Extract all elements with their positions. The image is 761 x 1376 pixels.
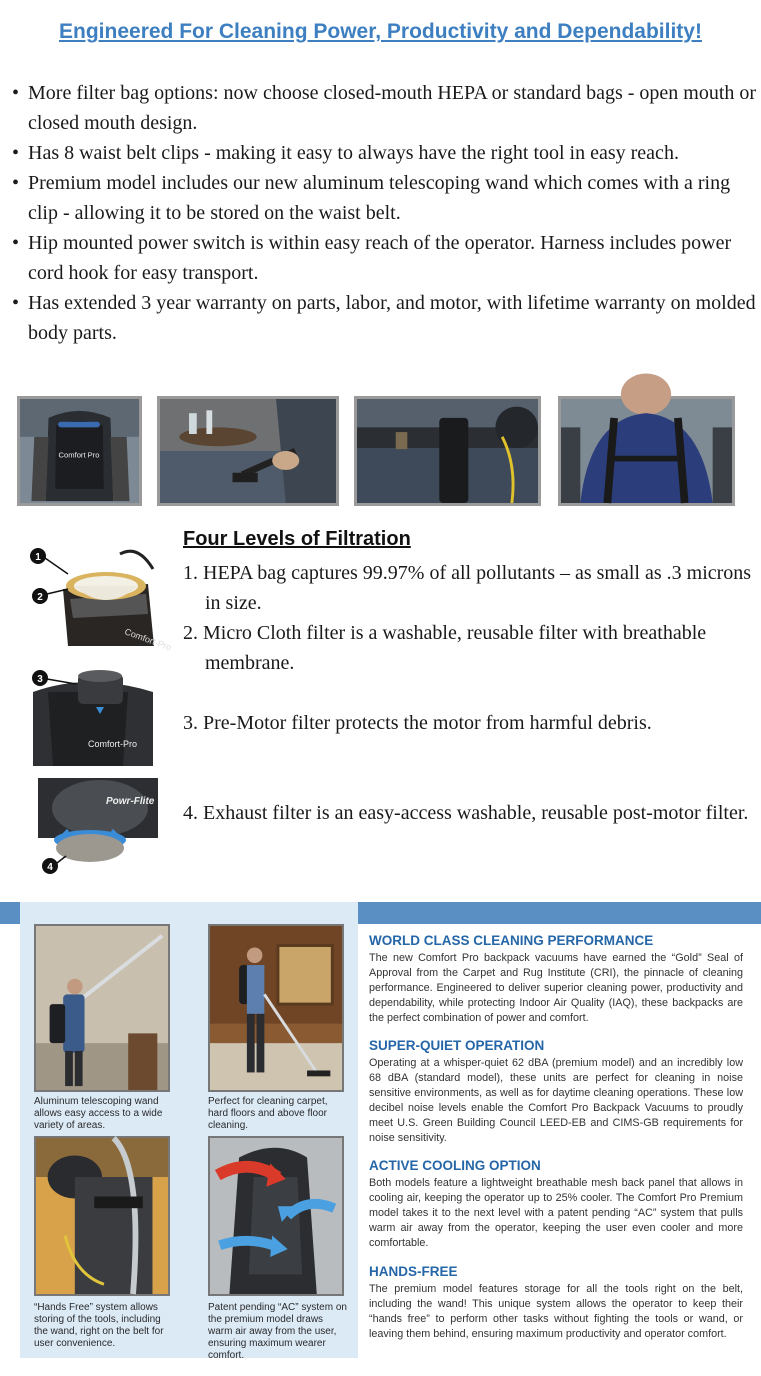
badge-number: 1: [35, 552, 41, 563]
bullet-symbol: •: [12, 172, 20, 194]
photo-waist-belt: [354, 396, 541, 506]
canister-brand-label: Comfort-Pro: [88, 739, 138, 749]
caption-cleaning-carpet: Perfect for cleaning carpet, hard floors and above floor cleaning.: [208, 1096, 328, 1131]
feature-bullet-text: Has extended 3 year warranty on parts, labor, and motor, with lifetime warranty on molded body parts.: [28, 292, 756, 344]
photo-cleaning-carpet: [208, 924, 344, 1092]
badge-number: 3: [37, 674, 43, 685]
filtration-item-micro-cloth: 2. Micro Cloth filter is a washable, reusable filter with breathable membrane.: [183, 622, 707, 674]
photo-ac-system: [208, 1136, 344, 1296]
section-body: Operating at a whisper-quiet 62 dBA (premium model) and an incredibly low 68 dBA (standard model), these units are perfect for cleaning in noise sensitive environments, as well as for daytime cleaning operations. These low decibel noise levels enable the Comfort Pro Backpack Vacuums to proudly meet U.S. Green Building Council LEED-EB and CIMS-GB requirements for noise sensitivity.: [369, 1057, 743, 1144]
section-body: The new Comfort Pro backpack vacuums have earned the “Gold” Seal of Approval from the Carpet and Rug Institute (CRI), the pinnacle of cleaning performance. Engineered to deliver superior cleaning power, productivity and dependability, while protecting Indoor Air Quality (IAQ), these backpacks are the perfect combination of power and comfort.: [369, 952, 743, 1024]
section-body: The premium model features storage for all the tools right on the belt, including the wand! This unique system allows the operator to keep their “hands free” to perform other tasks without fighting the tools or wand, or leaving them behind, ensuring maximum productivity and operator comfort.: [369, 1283, 743, 1340]
backpack-brand-label: Comfort Pro: [58, 450, 100, 460]
feature-bullet-text: More filter bag options: now choose closed-mouth HEPA or standard bags - open mouth or closed mouth design.: [28, 82, 757, 134]
feature-bullet-text: Has 8 waist belt clips - making it easy to always have the right tool in easy reach.: [28, 142, 679, 164]
photo-hands-free-belt: [34, 1136, 170, 1296]
filtration-item-hepa: 1. HEPA bag captures 99.97% of all pollutants – as small as .3 microns in size.: [183, 562, 752, 614]
feature-bullet: [12, 168, 757, 228]
filtration-item-pre-motor: 3. Pre-Motor filter protects the motor from harmful debris.: [183, 712, 652, 734]
badge-number: 4: [47, 862, 53, 873]
filtration-item-exhaust: 4. Exhaust filter is an easy-access washable, reusable post-motor filter.: [183, 802, 749, 824]
filter-image-bag: [28, 544, 173, 653]
section-cleaning-performance: [369, 933, 743, 1026]
photo-harness-front: [558, 396, 735, 506]
section-super-quiet: [369, 1038, 743, 1146]
feature-bullet-list: [12, 78, 757, 348]
section-heading: WORLD CLASS CLEANING PERFORMANCE: [369, 933, 654, 948]
photo-telescoping-wand: [34, 924, 170, 1092]
section-heading: HANDS-FREE: [369, 1264, 458, 1279]
filtration-title: Four Levels of Filtration: [183, 528, 411, 550]
photo-caption-panel: [20, 902, 358, 1361]
section-heading: ACTIVE COOLING OPTION: [369, 1158, 541, 1173]
feature-bullet: [12, 78, 757, 138]
accent-band-right: [358, 902, 761, 924]
feature-bullet-text: Premium model includes our new aluminum telescoping wand which comes with a ring clip - allowing it to be stored on the waist belt.: [28, 172, 731, 224]
filtration-section: [0, 520, 761, 880]
accent-band-left: [0, 902, 20, 924]
feature-bullet: [12, 228, 757, 288]
filter-image-exhaust: [28, 778, 158, 874]
section-heading: SUPER-QUIET OPERATION: [369, 1038, 545, 1053]
bullet-symbol: •: [12, 232, 20, 254]
caption-hands-free: “Hands Free” system allows storing of the tools, including the wand, right on the belt for user convenience.: [34, 1302, 164, 1349]
bullet-symbol: •: [12, 82, 20, 104]
badge-number: 2: [37, 592, 43, 603]
caption-telescoping-wand: Aluminum telescoping wand allows easy access to a wide variety of areas.: [34, 1096, 163, 1131]
photo-backpack-rear: [17, 396, 142, 506]
section-body: Both models feature a lightweight breathable mesh back panel that allows in cooling air, keeping the operator up to 25% cooler. The Comfort Pro Premium model takes it to the next level with a patent pending “AC” system that pulls warm air away from the operator, keeping the user even cooler and more comfortable.: [369, 1177, 743, 1249]
feature-bullet: [12, 288, 757, 348]
bag-brand-label: Comfort-Pro: [123, 626, 173, 653]
powr-flite-logo: Powr-Flite: [106, 796, 155, 807]
filter-image-micro-cloth: [28, 662, 158, 766]
section-active-cooling: [369, 1158, 743, 1251]
photo-cleaning-furniture: [157, 396, 339, 506]
section-hands-free: [369, 1264, 743, 1342]
page-headline: Engineered For Cleaning Power, Productivity and Dependability!: [59, 20, 702, 43]
bullet-symbol: •: [12, 142, 20, 164]
feature-bullet-text: Hip mounted power switch is within easy reach of the operator. Harness includes power cord hook for easy transport.: [28, 232, 732, 284]
feature-bullet: [12, 138, 757, 168]
caption-ac-system: Patent pending “AC” system on the premium model draws warm air away from the user, ensuring maximum wearer comfort.: [208, 1302, 347, 1361]
bullet-symbol: •: [12, 292, 20, 314]
product-photo-strip: [0, 396, 761, 506]
